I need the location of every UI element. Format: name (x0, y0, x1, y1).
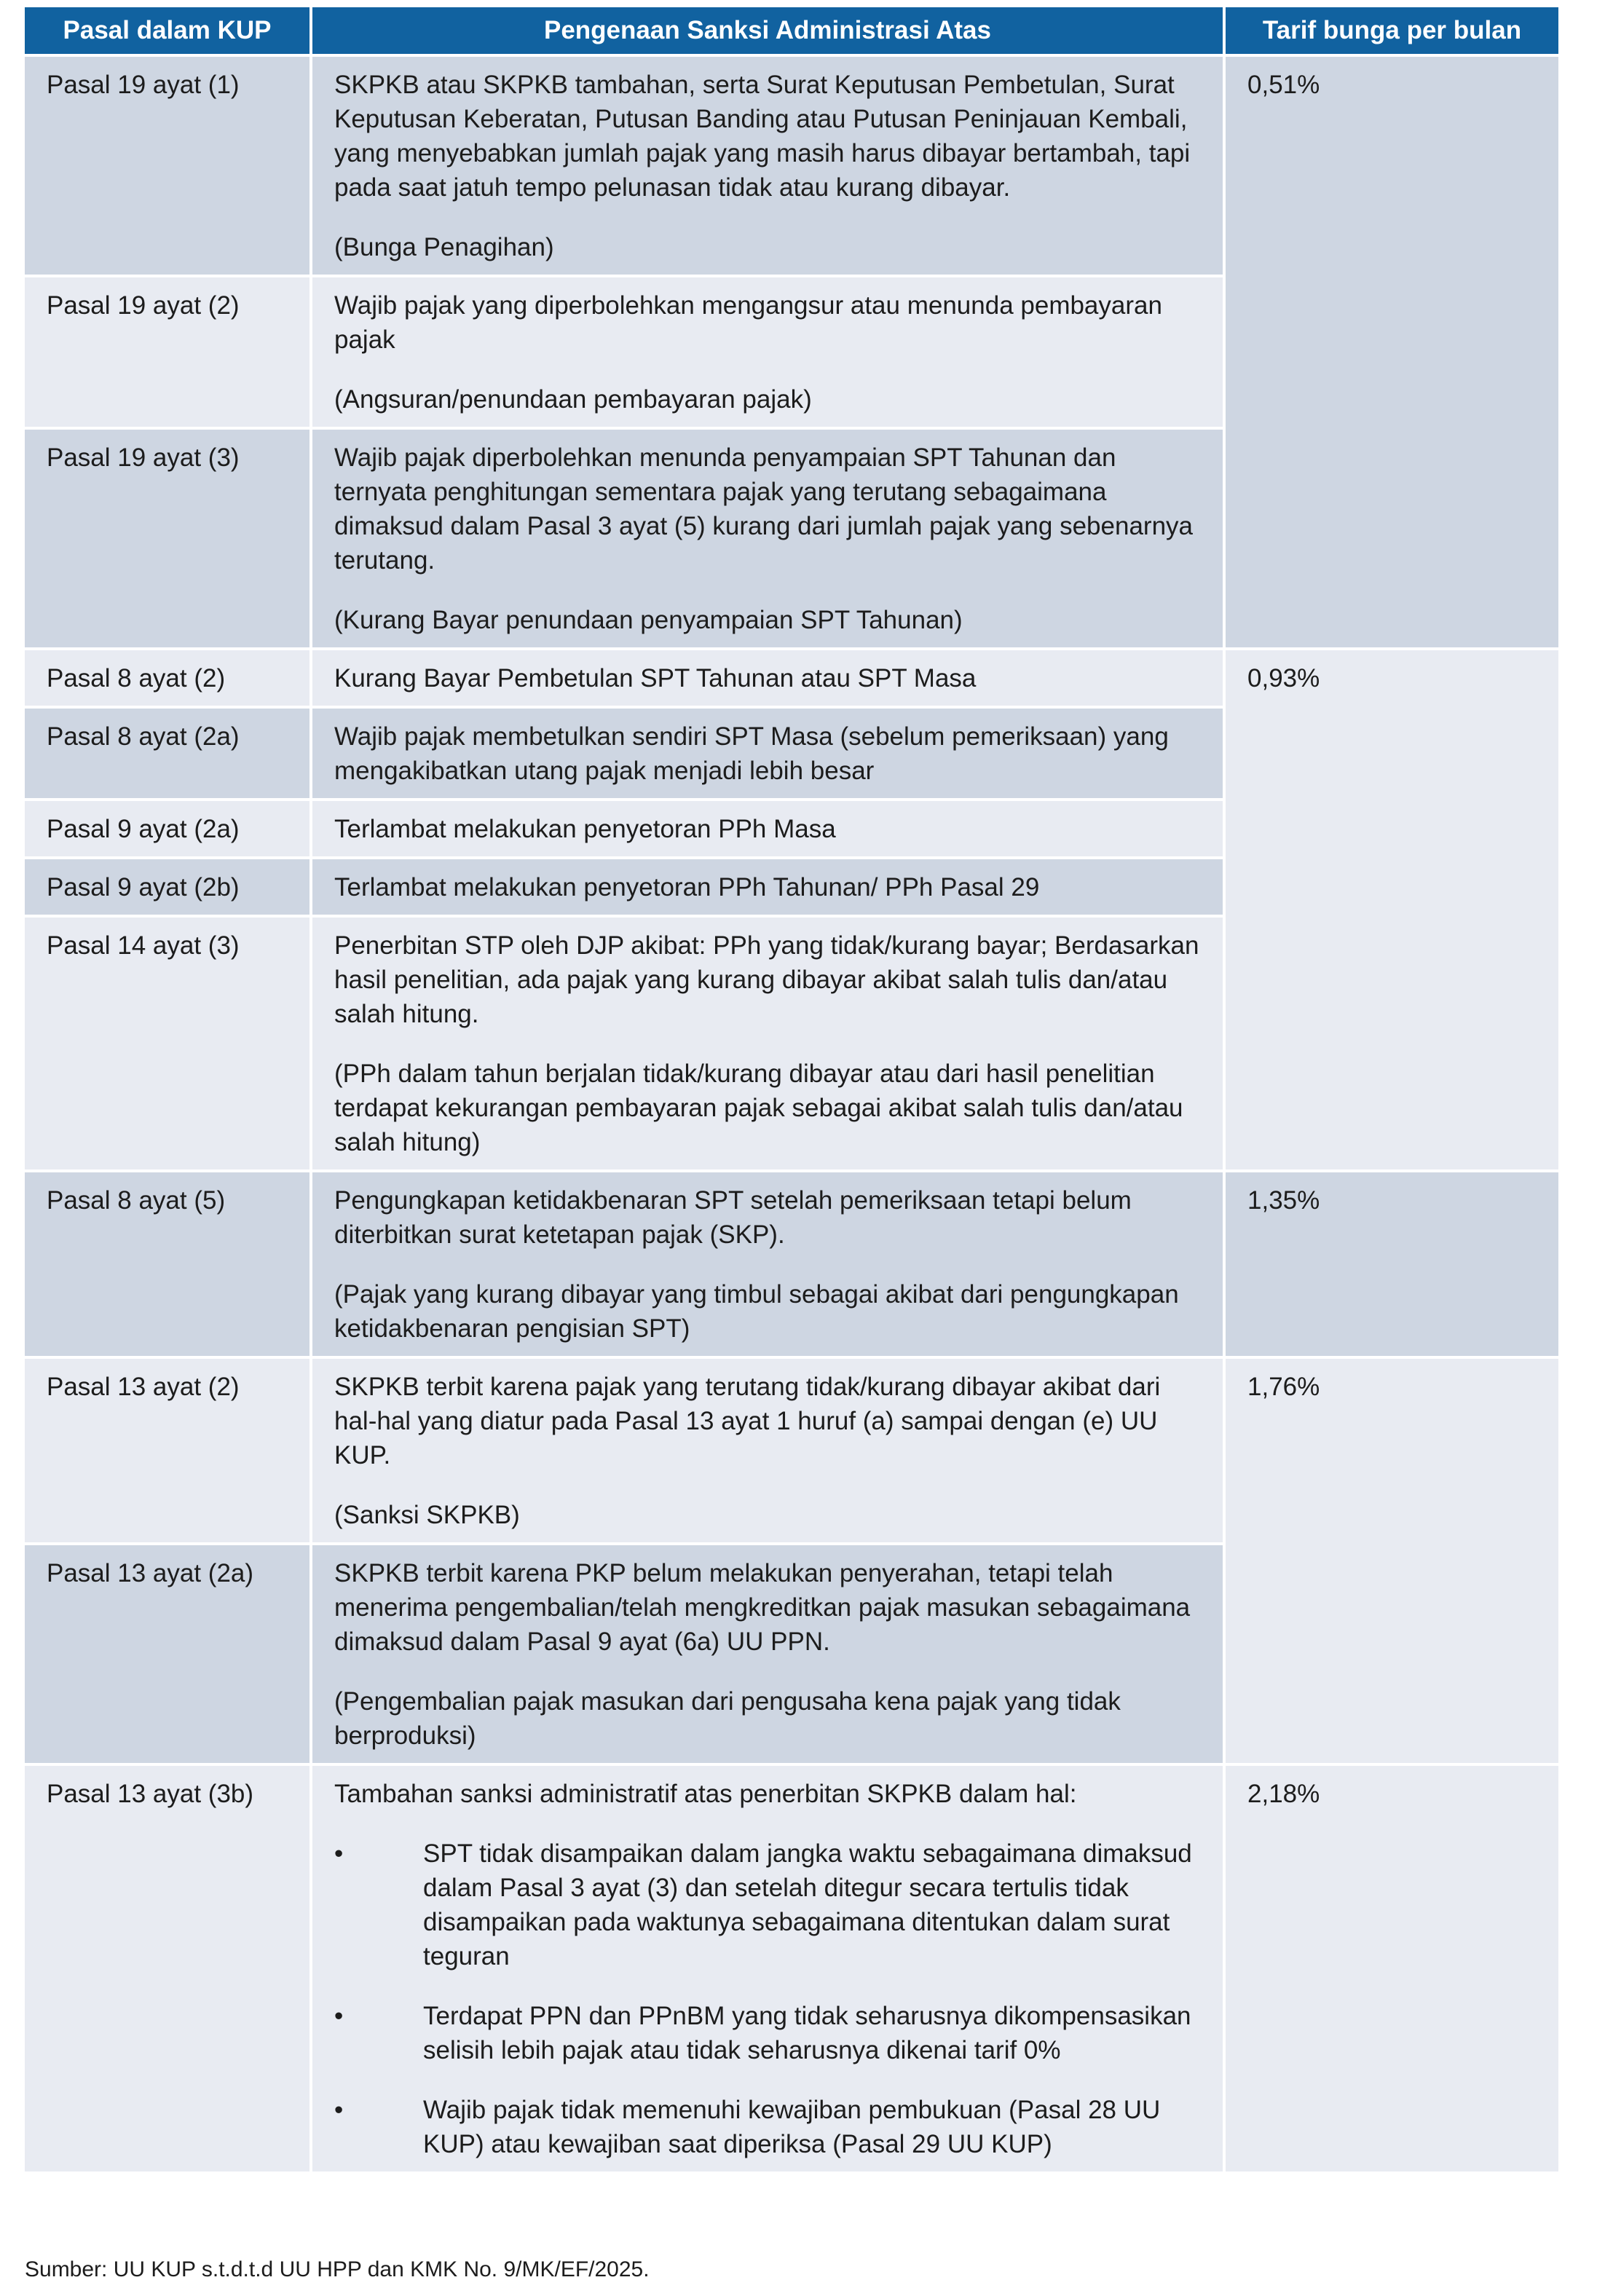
tarif-cell: 0,93% (1226, 650, 1558, 1169)
description-text: SKPKB terbit karena pajak yang terutang tidak/kurang dibayar akibat dari hal-hal yang diatur pada Pasal 13 ayat 1 huruf (a) sampai dengan (e) UU KUP. (334, 1373, 1161, 1469)
description-cell (312, 277, 1223, 427)
table-row (25, 57, 1558, 275)
source-note: Sumber: UU KUP s.t.d.t.d UU HPP dan KMK No. 9/MK/EF/2025. (25, 2257, 650, 2281)
description-text: Kurang Bayar Pembetulan SPT Tahunan atau SPT Masa (334, 664, 977, 693)
description-cell (312, 801, 1223, 856)
pasal-cell: Pasal 19 ayat (3) (25, 430, 309, 647)
pasal-cell: Pasal 13 ayat (3b) (25, 1766, 309, 2171)
description-text: Wajib pajak membetulkan sendiri SPT Masa (sebelum pemeriksaan) yang mengakibatkan utang pajak menjadi lebih besar (334, 722, 1169, 785)
list-item (334, 1837, 1201, 1973)
list-item (334, 1999, 1201, 2067)
description-note: (Bunga Penagihan) (334, 233, 554, 261)
pasal-cell: Pasal 9 ayat (2b) (25, 859, 309, 915)
sanction-table-container (25, 4, 1558, 2174)
description-cell (312, 430, 1223, 647)
description-text: Terlambat melakukan penyetoran PPh Masa (334, 815, 836, 843)
bullet-marker: • (334, 1839, 344, 1868)
description-text: Terlambat melakukan penyetoran PPh Tahunan/ PPh Pasal 29 (334, 873, 1040, 902)
description-text: Wajib pajak yang diperbolehkan mengangsur atau menunda pembayaran pajak (334, 291, 1162, 354)
pasal-cell: Pasal 8 ayat (5) (25, 1172, 309, 1356)
sanction-rate-table (22, 4, 1561, 2174)
description-cell (312, 650, 1223, 706)
table-row (25, 1172, 1558, 1356)
description-text: Pengungkapan ketidakbenaran SPT setelah pemeriksaan tetapi belum diterbitkan surat ketetapan pajak (SKP). (334, 1186, 1132, 1249)
pasal-cell: Pasal 13 ayat (2) (25, 1359, 309, 1542)
pasal-cell: Pasal 9 ayat (2a) (25, 801, 309, 856)
description-cell (312, 709, 1223, 798)
table-row (25, 1766, 1558, 2171)
description-cell (312, 1545, 1223, 1763)
tarif-cell: 1,35% (1226, 1172, 1558, 1356)
description-note: (Pajak yang kurang dibayar yang timbul sebagai akibat dari pengungkapan ketidakbenaran pengisian SPT) (334, 1280, 1179, 1343)
tarif-cell: 0,51% (1226, 57, 1558, 647)
header-tarif: Tarif bunga per bulan (1226, 7, 1558, 54)
bullet-marker: • (334, 2096, 344, 2124)
list-item-text: Wajib pajak tidak memenuhi kewajiban pembukuan (Pasal 28 UU KUP) atau kewajiban saat diperiksa (Pasal 29 UU KUP) (423, 2096, 1161, 2158)
description-note: (Angsuran/penundaan pembayaran pajak) (334, 385, 812, 414)
description-note: (Sanksi SKPKB) (334, 1501, 520, 1529)
header-pengenaan: Pengenaan Sanksi Administrasi Atas (312, 7, 1223, 54)
bullet-list (334, 1837, 1201, 2161)
list-item (334, 2093, 1201, 2161)
list-item-text: SPT tidak disampaikan dalam jangka waktu sebagaimana dimaksud dalam Pasal 3 ayat (3) dan setelah ditegur secara tertulis tidak disampaikan pada waktunya sebagaimana ditentukan dalam surat teguran (423, 1839, 1192, 1970)
list-item-text: Terdapat PPN dan PPnBM yang tidak seharusnya dikompensasikan selisih lebih pajak atau tidak seharusnya dikenai tarif 0% (423, 2002, 1191, 2064)
description-cell (312, 859, 1223, 915)
description-text: Tambahan sanksi administratif atas penerbitan SKPKB dalam hal: (334, 1780, 1077, 1808)
description-text: SKPKB atau SKPKB tambahan, serta Surat Keputusan Pembetulan, Surat Keputusan Keberatan, Putusan Banding atau Putusan Peninjauan Kembali, yang menyebabkan jumlah pajak yang masih harus dibayar bertambah, tapi pada saat jatuh tempo pelunasan tidak atau kurang dibayar. (334, 71, 1191, 202)
description-note: (PPh dalam tahun berjalan tidak/kurang dibayar atau dari hasil penelitian terdapat kekurangan pembayaran pajak sebagai akibat salah tulis dan/atau salah hitung) (334, 1060, 1183, 1156)
bullet-marker: • (334, 2002, 344, 2030)
description-cell (312, 1766, 1223, 2171)
description-cell (312, 1359, 1223, 1542)
pasal-cell: Pasal 14 ayat (3) (25, 918, 309, 1169)
description-text: Wajib pajak diperbolehkan menunda penyampaian SPT Tahunan dan ternyata penghitungan sementara pajak yang terutang sebagaimana dimaksud dalam Pasal 3 ayat (5) kurang dari jumlah pajak yang sebenarnya terutang. (334, 443, 1193, 575)
table-row (25, 650, 1558, 706)
pasal-cell: Pasal 8 ayat (2) (25, 650, 309, 706)
tarif-cell: 2,18% (1226, 1766, 1558, 2171)
tarif-cell: 1,76% (1226, 1359, 1558, 1763)
header-pasal: Pasal dalam KUP (25, 7, 309, 54)
pasal-cell: Pasal 13 ayat (2a) (25, 1545, 309, 1763)
description-cell (312, 918, 1223, 1169)
table-row (25, 1359, 1558, 1542)
description-cell (312, 1172, 1223, 1356)
pasal-cell: Pasal 19 ayat (1) (25, 57, 309, 275)
description-note: (Kurang Bayar penundaan penyampaian SPT Tahunan) (334, 606, 963, 634)
description-cell (312, 57, 1223, 275)
pasal-cell: Pasal 8 ayat (2a) (25, 709, 309, 798)
table-header-row (25, 7, 1558, 54)
description-text: SKPKB terbit karena PKP belum melakukan penyerahan, tetapi telah menerima pengembalian/telah mengkreditkan pajak masukan sebagaimana dimaksud dalam Pasal 9 ayat (6a) UU PPN. (334, 1559, 1191, 1656)
description-note: (Pengembalian pajak masukan dari pengusaha kena pajak yang tidak berproduksi) (334, 1687, 1121, 1750)
pasal-cell: Pasal 19 ayat (2) (25, 277, 309, 427)
description-text: Penerbitan STP oleh DJP akibat: PPh yang tidak/kurang bayar; Berdasarkan hasil penelitian, ada pajak yang kurang dibayar akibat salah tulis dan/atau salah hitung. (334, 931, 1199, 1028)
